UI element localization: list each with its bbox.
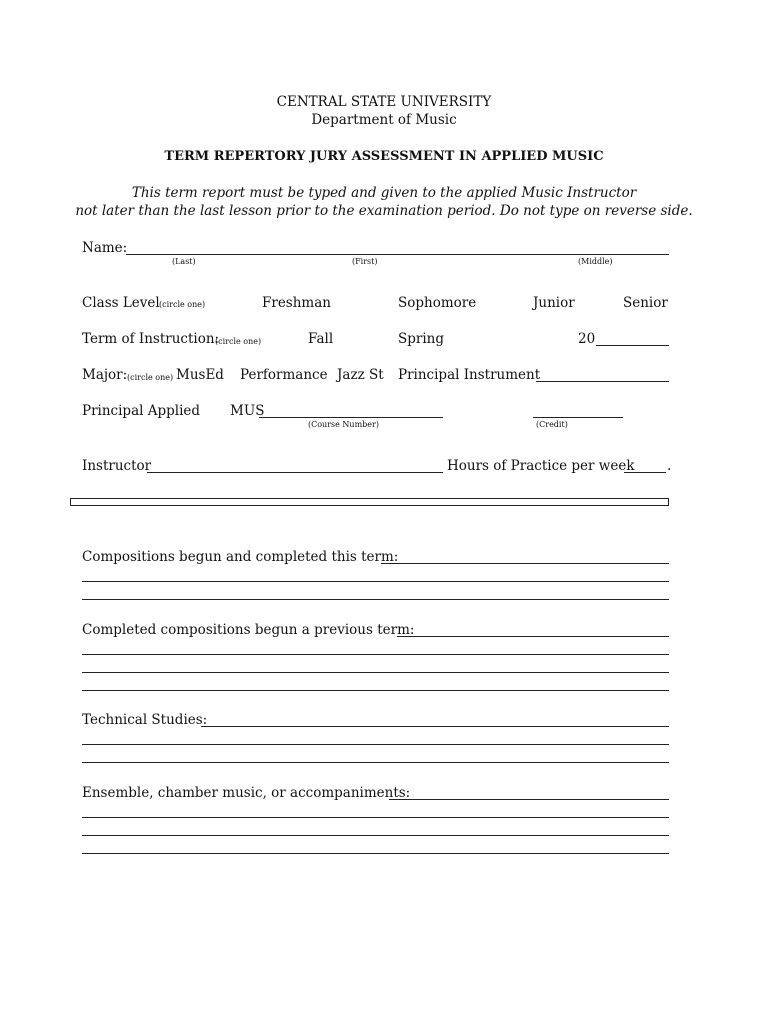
class-level-senior[interactable]: Senior bbox=[623, 295, 668, 311]
compositions-current-field[interactable] bbox=[381, 563, 669, 564]
compositions-previous-field[interactable] bbox=[397, 636, 669, 637]
course-number-field[interactable] bbox=[259, 417, 443, 418]
major-jazz-studies[interactable]: Jazz St bbox=[337, 367, 384, 383]
class-level-freshman[interactable]: Freshman bbox=[262, 295, 331, 311]
ensemble-line[interactable] bbox=[82, 835, 669, 836]
department-name: Department of Music bbox=[311, 112, 457, 128]
course-prefix: MUS bbox=[230, 403, 265, 419]
term-label: Term of Instruction: bbox=[82, 331, 220, 347]
university-name: CENTRAL STATE UNIVERSITY bbox=[276, 94, 492, 110]
technical-studies-label: Technical Studies: bbox=[82, 712, 208, 728]
principal-instrument-label: Principal Instrument bbox=[398, 367, 541, 383]
technical-studies-line[interactable] bbox=[82, 744, 669, 745]
compositions-previous-line[interactable] bbox=[82, 654, 669, 655]
course-number-caption: (Course Number) bbox=[308, 420, 379, 429]
practice-hours-label: Hours of Practice per week bbox=[447, 458, 635, 474]
practice-hours-period: . bbox=[667, 458, 672, 474]
instruction-line-1: This term report must be typed and given to the applied Music Instructor bbox=[131, 185, 637, 201]
instructor-label: Instructor bbox=[82, 458, 152, 474]
instruction-line-2: not later than the last lesson prior to the examination period. Do not type on reverse side. bbox=[75, 203, 693, 219]
major-mused[interactable]: MusEd bbox=[176, 367, 224, 383]
form-title: TERM REPERTORY JURY ASSESSMENT IN APPLIED MUSIC bbox=[164, 149, 604, 164]
major-performance[interactable]: Performance bbox=[240, 367, 328, 383]
compositions-previous-line[interactable] bbox=[82, 690, 669, 691]
name-label: Name: bbox=[82, 240, 128, 256]
instructor-field[interactable] bbox=[147, 472, 443, 473]
ensemble-field[interactable] bbox=[389, 799, 669, 800]
name-middle-caption: (Middle) bbox=[578, 257, 613, 266]
ensemble-line[interactable] bbox=[82, 817, 669, 818]
technical-studies-line[interactable] bbox=[82, 762, 669, 763]
ensemble-line[interactable] bbox=[82, 853, 669, 854]
class-level-sophomore[interactable]: Sophomore bbox=[398, 295, 477, 311]
term-year-prefix: 20 bbox=[578, 331, 596, 347]
principal-instrument-field[interactable] bbox=[536, 381, 669, 382]
class-level-junior[interactable]: Junior bbox=[533, 295, 575, 311]
compositions-current-line[interactable] bbox=[82, 599, 669, 600]
section-divider-box bbox=[70, 498, 669, 506]
compositions-previous-label: Completed compositions begun a previous term: bbox=[82, 622, 415, 638]
name-first-caption: (First) bbox=[352, 257, 378, 266]
compositions-current-label: Compositions begun and completed this term: bbox=[82, 549, 399, 565]
principal-applied-label: Principal Applied bbox=[82, 403, 201, 419]
class-level-hint: (circle one) bbox=[159, 300, 206, 309]
name-last-caption: (Last) bbox=[172, 257, 196, 266]
term-spring[interactable]: Spring bbox=[398, 331, 444, 347]
term-year-field[interactable] bbox=[596, 345, 669, 346]
technical-studies-field[interactable] bbox=[201, 726, 669, 727]
compositions-current-line[interactable] bbox=[82, 581, 669, 582]
major-label: Major: bbox=[82, 367, 128, 383]
class-level-label: Class Level bbox=[82, 295, 160, 311]
credit-field[interactable] bbox=[533, 417, 623, 418]
credit-caption: (Credit) bbox=[536, 420, 568, 429]
practice-hours-field[interactable] bbox=[624, 472, 666, 473]
major-hint: (circle one) bbox=[127, 373, 174, 382]
term-fall[interactable]: Fall bbox=[308, 331, 334, 347]
name-field[interactable] bbox=[126, 254, 669, 255]
ensemble-label: Ensemble, chamber music, or accompaniments: bbox=[82, 785, 411, 801]
term-hint: (circle one) bbox=[215, 337, 262, 346]
compositions-previous-line[interactable] bbox=[82, 672, 669, 673]
